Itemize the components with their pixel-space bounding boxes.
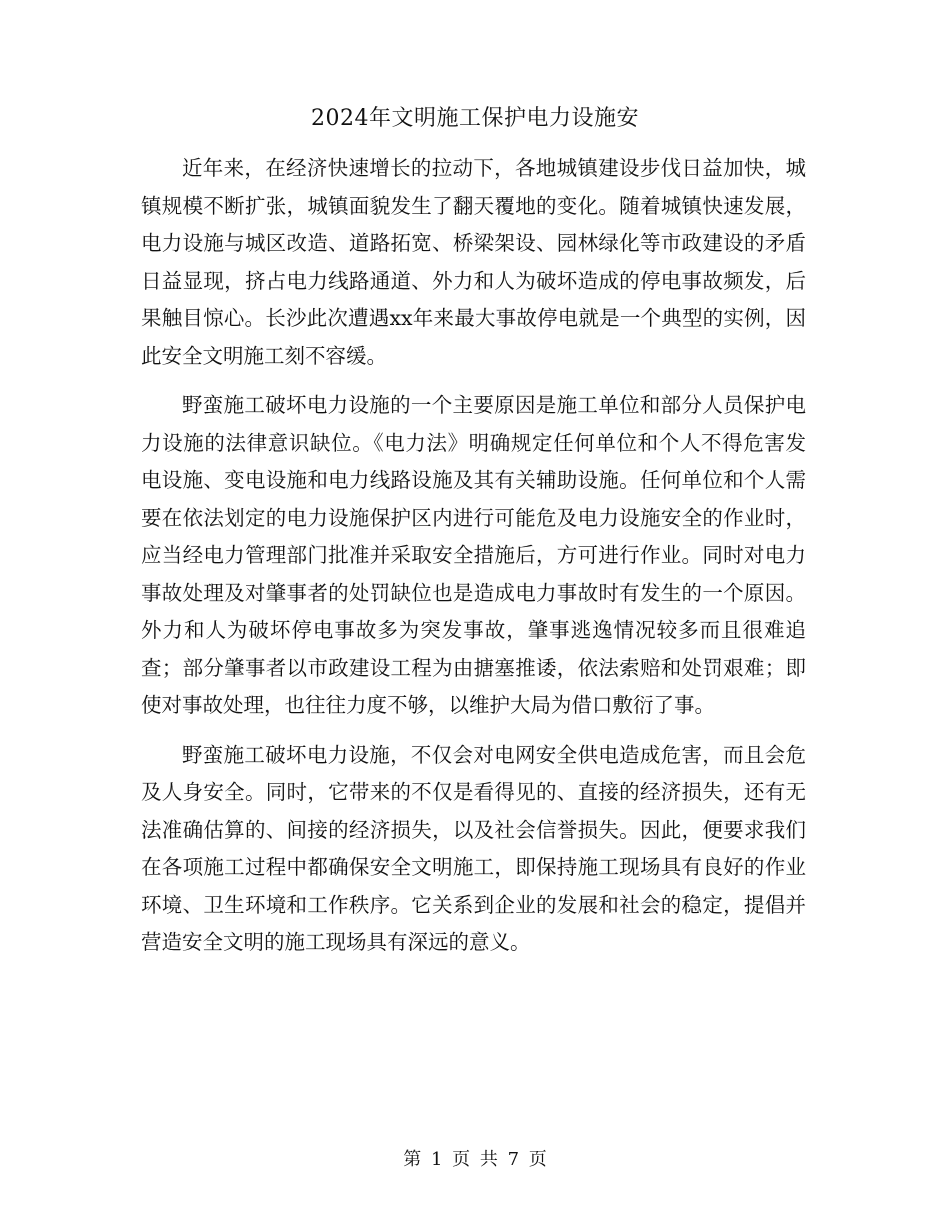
page-number-footer: 第 1 页 共 7 页 — [403, 1149, 547, 1170]
paragraph-1: 近年来，在经济快速增长的拉动下，各地城镇建设步伐日益加快，城镇规模不断扩张，城镇面貌发生了翻天覆地的变化。随着城镇快速发展，电力设施与城区改造、道路拓宽、桥梁架设、园林绿化等市政建设的矛盾日益显现，挤占电力线路通道、外力和人为破坏造成的停电事故频发，后果触目惊心。长沙此次遭遇xx年来最大事故停电就是一个典型的实例，因此安全文明施工刻不容缓。 — [141, 156, 806, 368]
document-body — [141, 150, 806, 974]
paragraph-2: 野蛮施工破坏电力设施的一个主要原因是施工单位和部分人员保护电力设施的法律意识缺位。《电力法》明确规定任何单位和个人不得危害发电设施、变电设施和电力线路设施及其有关辅助设施。任何单位和个人需要在依法划定的电力设施保护区内进行可能危及电力设施安全的作业时，应当经电力管理部门批准并采取安全措施后，方可进行作业。同时对电力事故处理及对肇事者的处罚缺位也是造成电力事故时有发生的一个原因。外力和人为破坏停电事故多为突发事故，肇事逃逸情况较多而且很难追查；部分肇事者以市政建设工程为由搪塞推诿，依法索赔和处罚艰难；即使对事故处理，也往往力度不够，以维护大局为借口敷衍了事。 — [141, 393, 806, 717]
paragraph-3: 野蛮施工破坏电力设施，不仅会对电网安全供电造成危害，而且会危及人身安全。同时，它带来的不仅是看得见的、直接的经济损失，还有无法准确估算的、间接的经济损失，以及社会信誉损失。因此，便要求我们在各项施工过程中都确保安全文明施工，即保持施工现场具有良好的作业环境、卫生环境和工作秩序。它关系到企业的发展和社会的稳定，提倡并营造安全文明的施工现场具有深远的意义。 — [141, 742, 806, 954]
document-title: 2024年文明施工保护电力设施安 — [311, 106, 639, 131]
